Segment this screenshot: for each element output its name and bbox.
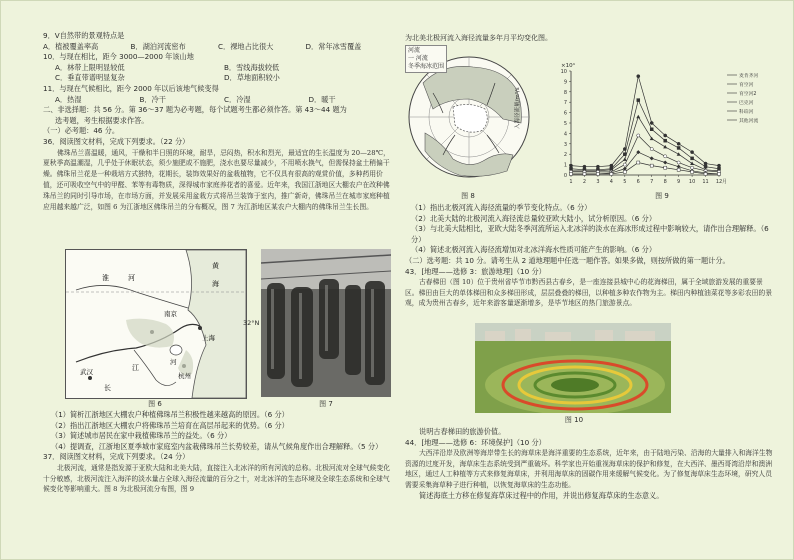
data-point [677, 152, 681, 156]
data-point [677, 146, 680, 149]
data-point [650, 156, 654, 160]
label-wuhan: 武汉 [80, 368, 93, 376]
data-point [664, 166, 667, 169]
option: C．垂直带谱明显复杂 [55, 73, 125, 83]
data-point [650, 137, 654, 141]
data-point [650, 128, 653, 131]
series-line-1 [571, 76, 719, 166]
q10-options-2 [43, 73, 393, 84]
data-point [690, 166, 693, 169]
x-tick-label: 7 [650, 179, 654, 185]
y-tick-label: 6 [563, 110, 567, 117]
chart-ylabel: 入海径流量/m³/s [515, 87, 521, 129]
right-column-bottom [405, 427, 775, 501]
data-point [664, 134, 667, 137]
right-column [405, 203, 775, 309]
figure-7-caption: 图 7 [319, 400, 333, 408]
required-heading: （一）必考题：46 分。 [43, 126, 120, 136]
option: D．常年冰雪覆盖 [305, 41, 362, 51]
q36-sub-3: （3）简述城市居民在家中栽植佛珠吊兰的益处。（6 分） [51, 431, 232, 441]
data-point [637, 99, 640, 102]
x-tick-label: 1 [569, 179, 573, 185]
x-tick-label: 6 [636, 179, 640, 185]
optional-heading: （二）选考题：共 10 分。请考生从 2 道地理题中任选一题作答。如果多做，则按所做的第一题计分。 [405, 255, 730, 265]
data-point [650, 121, 653, 124]
data-point [637, 134, 640, 137]
chart-series [569, 75, 721, 176]
question-37: 37．阅读图文材料，完成下列要求。（24 分） [43, 452, 190, 462]
legend-label: 育空河 [739, 83, 754, 88]
x-tick-label: 10 [688, 179, 696, 185]
option: D．草地面积较小 [224, 73, 280, 83]
q37-sub-3: （3）与北美大陆相比，亚欧大陆冬季河流所运入北冰洋的淡水在海冰形成过程中影响较大，请作出合理解释。（6 分） [411, 224, 769, 244]
y-tick-label: 9 [563, 79, 567, 86]
fig8-legend [405, 45, 447, 73]
figure-10-photo [475, 323, 671, 413]
legend-label: 育空河2 [739, 92, 757, 97]
data-point [664, 155, 667, 158]
section-2-heading-cont: 选考题，考生根据要求作答。 [55, 115, 149, 125]
x-tick-label: 8 [663, 179, 667, 185]
latitude-label: 32°N [243, 319, 260, 327]
label-river-char: 河 [170, 358, 177, 366]
legend-label: 麦肯齐河 [739, 74, 759, 79]
data-point [677, 168, 680, 171]
runoff-line-chart [549, 63, 775, 193]
x-tick-label: 3 [596, 179, 600, 185]
data-point [690, 151, 693, 154]
data-point [717, 164, 720, 167]
y-tick-label: 8 [563, 89, 567, 96]
y-tick-label: 7 [563, 100, 567, 107]
terrace-photo [475, 323, 671, 413]
series-line-3 [571, 117, 719, 171]
label-shanghai: 上海 [202, 334, 215, 342]
data-point [623, 163, 626, 166]
q43-material: 古春梯田（图 10）位于贵州省毕节市黔西县古春乡，是一座连接县城中心的花海梯田，属于全域旅游发展的重要景区。梯田由巨大的单体梯田和众多梯田形成，层层叠叠的梯田，以种植多种农作物为主。梯田内种植油菜花等多彩农田的景观，成为贵州古春乡，近年来游客量逐渐增多，是毕节地区的热门旅游景点。 [405, 278, 773, 308]
data-point [610, 172, 613, 175]
data-point [637, 75, 640, 78]
legend-sea-ice: 冬季海冰范围 [408, 63, 445, 70]
q43-ask: 说明古春梯田的旅游价值。 [419, 427, 506, 436]
q37-sub-4: （4）简述北极河流入海径流增加对北冰洋海水性质可能产生的影响。（6 分） [411, 245, 657, 255]
question-9: 9．V自然带的景观特点是 [43, 31, 125, 40]
data-point [704, 172, 707, 175]
data-point [596, 165, 599, 168]
section-2-heading: 二、非选择题：共 56 分。第 36～37 题为必考题，每个试题考生都必须作答。第 43～44 题为 [43, 105, 347, 115]
fig9-intro: 为北美北极河流入海径流量多年月平均变化图。 [405, 34, 552, 42]
label-yangtze-1: 长 [104, 384, 111, 392]
y-tick-label: 5 [563, 121, 567, 127]
option: B．湖泊河流密布 [130, 41, 186, 51]
legend-label: 科珀河 [739, 110, 754, 115]
label-huai-2: 河 [128, 274, 135, 282]
x-unit-label: 月 [722, 179, 728, 185]
question-36: 36．阅读图文材料，完成下列要求。（22 分） [43, 136, 190, 146]
series-line-2 [571, 100, 719, 170]
q44-ask: 简述海底土方移在修复海草床过程中的作用，并说出修复海草床的生态意义。 [419, 490, 664, 500]
label-yangtze-2: 江 [132, 364, 139, 372]
q11-options [43, 95, 393, 106]
q36-sub-4: （4）提调查，江浙地区夏季城市家庭室内盆栽佛珠吊兰长势较差，请从气候角度作出合理解释。（5 分） [51, 441, 383, 451]
option: C．裸地占比很大 [218, 41, 274, 51]
x-tick-label: 5 [623, 179, 627, 185]
y-tick-label: 3 [563, 141, 567, 148]
data-point [663, 161, 667, 165]
figure-9-chart [549, 63, 775, 193]
series-line-6 [571, 163, 719, 174]
q37-sub-2: （2）北美大陆的北极河流入海径流总量较亚欧大陆小，试分析原因。（6 分） [411, 213, 657, 223]
data-point [677, 161, 680, 164]
data-point [570, 172, 573, 175]
data-point [650, 147, 653, 150]
data-point [650, 164, 653, 167]
data-point [623, 157, 627, 161]
data-point [583, 165, 586, 168]
q37-material: 北极河流，通常是指发源于亚欧大陆和北美大陆，直接注入北冰洋的所有河流的总称。北极河流对全球气候变化十分敏感，北极河流注入海洋的淡水量占全球入海径流量的百分之十，对北冰洋的生态环境及全球生态系统和全球气候变化等影响重大。图 8 为北极河流分布图，图 9 [43, 463, 391, 494]
y-tick-label: 1 [563, 162, 567, 169]
y-tick-label: 0 [563, 173, 567, 179]
data-point [583, 172, 586, 175]
data-point [718, 172, 721, 175]
option: D．暖干 [308, 94, 336, 104]
q10-options [43, 63, 393, 74]
label-yellow-sea-1: 黄 [212, 262, 219, 270]
data-point [664, 139, 667, 142]
question-44: 44．[地理——选修 6：环境保护]（10 分） [405, 437, 546, 447]
data-point [637, 161, 640, 164]
legend-river-line: 一 河流 [408, 55, 428, 62]
left-column [43, 31, 393, 242]
figure-10-caption: 图 10 [564, 416, 584, 424]
figure-8-caption: 图 8 [461, 192, 475, 200]
figure-7-photo [261, 249, 391, 397]
data-point [691, 170, 694, 173]
x-tick-label: 11 [702, 179, 709, 185]
q36-material: 佛珠吊兰喜温暖，通风，干燥和半日照的环境，耐旱，忌闷热，积水和烈光，最适宜的生长温度为 20—28℃，夏秋季高温潮湿，几乎处于休眠状态，须少施肥或不施肥，浇水也要尽量减少，不用喷水换气，但需保持盆土稍偏干燥。佛珠吊兰花是一种栽培方式独特，花期长，装饰效果好的盆栽植物，它不仅具有很高的观赏价值，多种药用价值，还可吸收空气中的甲醛、苯等有毒物质，深得城市家庭养花者的喜爱。近年来，我国江浙地区大棚农户在改种佛珠吊兰的同时引导市场，在市场方面，并发展采用盆栽方式将吊兰装饰于室内，推广新奇，佛珠吊兰在城市家庭种植应用越来越广泛，如图 6 为江浙地区佛珠吊兰的分布概况，图 7 为江浙地区某农户大棚内的佛珠吊兰生长图。 [43, 148, 390, 211]
data-point [704, 165, 707, 168]
q36-sub-2: （2）指出江浙地区大棚农户将佛珠吊兰培育在高层吊起来的优势。（6 分） [51, 420, 289, 430]
figure-6-caption: 图 6 [148, 400, 162, 408]
data-point [623, 170, 626, 173]
map-svg [66, 250, 246, 398]
data-point [663, 145, 667, 149]
legend-label: 巴克河 [739, 101, 754, 106]
y-tick-label: 2 [563, 152, 567, 159]
x-tick-label: 9 [677, 179, 681, 185]
data-point [677, 142, 680, 145]
y-tick-label: 10 [560, 69, 567, 75]
q44-material: 大西洋沿岸及欧洲等海岸带生长的海草床是海洋重要的生态系统，近年来，由于陆地污染、沿海的大量排入和海洋生物资源的过度开发，海草床生态系统受到严重破坏。科学家也开始重视海草床的保护和修复，在大西洋、墨西哥湾沿岸和澳洲地区，通过人工种植等方式来修复海草床，并利用海草床的固碳作用来缓解气候变化。为了修复海草床生态环境，研究人员需要采集海草种子进行种植，以恢复海草床的生态功能。 [405, 449, 773, 489]
question-43: 43．[地理——选修 3：旅游地理]（10 分） [405, 266, 546, 276]
figure-9-caption: 图 9 [655, 192, 669, 200]
option: C．冷湿 [224, 94, 251, 104]
option: A．林带上限明显较低 [55, 62, 125, 72]
label-yellow-sea-2: 海 [212, 280, 219, 288]
data-point [610, 164, 613, 167]
legend-river: 河流 [408, 47, 421, 54]
data-point [690, 162, 694, 166]
left-column-bottom [43, 410, 393, 495]
x-tick-label: 2 [582, 179, 587, 185]
label-hangzhou: 杭州 [178, 372, 191, 380]
data-point [569, 164, 572, 167]
data-point [636, 115, 640, 119]
figure-6-map [65, 249, 247, 399]
label-nanjing: 南京 [164, 310, 177, 318]
chart-ymult: ×10⁴ [561, 63, 575, 69]
question-11: 11．与现在气候相比，距今 2000 年以后该地气候变得 [43, 83, 219, 93]
option: B．雪线海拔较低 [224, 62, 280, 72]
q9-options [43, 42, 393, 53]
question-10: 10．与现在相比，距今 3000—2000 年该山地 [43, 52, 194, 62]
option: A．热湿 [55, 94, 82, 104]
data-point [596, 172, 599, 175]
option: B．冷干 [139, 94, 166, 104]
data-point [704, 162, 707, 165]
x-tick-label: 4 [609, 179, 613, 185]
legend-label: 其他河流 [739, 119, 759, 124]
label-huai-1: 淮 [102, 274, 109, 282]
hanging-plants-photo [261, 249, 391, 397]
y-tick-label: 4 [563, 131, 567, 138]
option: A．植被覆盖率高 [43, 41, 99, 51]
q36-sub-1: （1）简析江浙地区大棚农户种植佛珠吊兰积极性越来越高的原因。（6 分） [51, 410, 289, 419]
q37-sub-1: （1）指出北极河流入海径流量的季节变化特点。（6 分） [411, 203, 592, 212]
chart-legend [727, 72, 758, 124]
data-point [691, 157, 694, 160]
x-tick-label: 12 [715, 179, 723, 185]
